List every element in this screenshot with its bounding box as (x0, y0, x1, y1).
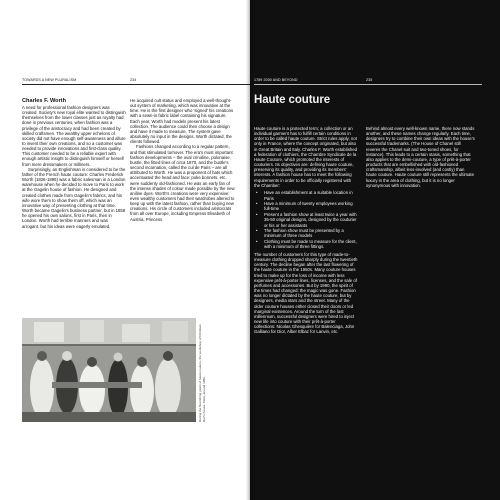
left-folio: 234 (130, 78, 137, 82)
left-col2-paragraph-1: He acquired cult status and employed a well-thought-out system of marketing, which was innovative at the time. He is the first designer who 'signed' his creations with a sewn-in fabric label containing his signature. Each year, Worth had models present his latest collection. The audience could then choose a design and have it made to measure. The system gave absolutely no input in the designs. Worth dictated, the clients followed. (130, 98, 234, 145)
right-page (250, 0, 500, 500)
right-header-rule (254, 84, 482, 85)
left-header-rule (22, 84, 250, 85)
photo-caption (199, 318, 209, 422)
list-item: • Present a fashion show at least twice a year with 35-50 original designs, designed by the couturier or his or her assistants (254, 212, 358, 227)
list-item: • The fashion show must be presented by a minimum of three models (254, 228, 358, 238)
book-gutter (246, 0, 254, 500)
left-column-1 (22, 98, 126, 229)
left-running-head: TOWARDS A NEW PLURALISM (22, 78, 77, 82)
left-col2-paragraph-2: Fashions changed according to a regular pattern, and that stimulated turnover. The era's most important fashion developments – the oval crinoline, polonaise, bustle, the fitted lines of circa 1870, and the bustle's second incarnation, called the cul de Paris – are all attributed to Worth. He was a proponent of hats which accentuated the head and face: poke bonnets, etc. were suddenly old-fashioned. He was an early fan of the intense shades of colour made possible by the new aniline dyes. Worth's creations were very expensive: even wealthy customers had their wardrobes altered to keep up with the latest fashion, rather than buying new creations. His circle of customers included aristocrats from all over Europe, including Empress Elisabeth of Austria, Princess (130, 144, 235, 222)
left-column-2 (130, 98, 236, 222)
right-col1-paragraph-2: The number of customers for this type of made-to-measure clothing dropped sharply during the twentieth century. The decline began after the last flowering of the haute couture in the 1950s. Many couture houses tried to make up for the loss of income with less expensive prêt-à-porter lines, licenses, and the sale of perfumes and accessories. But by 1990, the spirit of the times had changed: the magic was gone. Fashion was no longer dictated by the haute couture, but by designers, media stars and the street. Many of the older couture houses either closed their doors or led marginal existences. Around the turn of the last millennium, successful designers were hired to inject new life into couture with their prêt-à-porter collections: Nicolas Ghesquière for Balenciaga, John Galliano for Dior, Alber Elbaz for Lanvin, etc. (254, 251, 358, 335)
right-col1-paragraph-1: Haute couture is a protected term; a collection or an individual garment has to fulfill certain conditions in order to be called haute couture. Strict rules apply, not only in France, where the concept originated, but also in Great Britain and Italy. Charles F. Worth established a federation of clothiers, the Chambre Syndicale de la Haute Couture, which promoted the interests of couturiers. Its objectives are: defining haute couture, preserving its quality, and providing its members' interests. A fashion house has to meet the following requirements in order to be officially registered with the Chamber: (254, 126, 358, 188)
left-col1-paragraph-1: A need for professional fashion designers was created. Society's new royal elite wanted to distinguish themselves from the lower classes just as royalty had done in previous centuries, when fashion was a privilege of the aristocracy and had been created by skilled craftsmen. The wealthy upper echelons of society did not have enough self-awareness and allure to invent their own creations, and so a customer was needed to provide innovations and first-class quality. This customer needed to be a reliable expert with enough artistic insight to distinguish himself or herself from mere dressmakers or milliners. (22, 104, 126, 167)
right-column-1 (254, 126, 358, 334)
list-item: • Have a minimum of twenty employees working full-time (254, 201, 358, 211)
list-item: • Clothing must be made to measure for the client, with a minimum of three fittings. (254, 239, 358, 249)
right-column-2 (366, 126, 476, 188)
left-col1-paragraph-2: Surprisingly, an Englishman is considered to be the father of the French haute couture: Charles Frederick Worth (1826-1895) was a fabric salesman in a London warehouse when he decided to move to Paris to work at the Gagelin house of fashion. He designed and created clothes made from Gagelin's fabrics, and his wife wore them to show them off, which was an innovative way of presenting clothing at that time. Worth became Gagelin's business partner, but in 1858 he opened his own salons, first in Paris, then in London. Worth had terrible manners and was arrogant, but his ideas were eagerly emulated. (22, 166, 126, 229)
atelier-photo-drawing (22, 318, 196, 422)
right-col2-paragraph-1: Behind almost every well-known name, there now stands another, and these names change regularly. Each time, designers try to combine their own ideas with the house's successful trademarks. (The House of Chanel still reveres the Chanel suit and two-toned shoes, for instance). This leads to a certain stasis, something that also applies to the demi-couture, a type of prêt-à-porter products that are embellished with old-fashioned craftsmanship, albeit less-involved (and costly) than haute couture. Haute couture still represents the ultimate luxury in the area of clothing, but it is no longer synonymous with innovation. (366, 126, 475, 188)
requirements-list (254, 190, 358, 249)
right-folio: 235 (366, 78, 373, 82)
list-item: • Have an establishment at a suitable location in Paris (254, 190, 358, 200)
section-subhead: Charles F. Worth (22, 98, 67, 104)
photo-caption-text: During the flourishing years of haute couture, the workshop of Christian Dior's house. Paris, around 1950. (198, 324, 206, 422)
page-title: Haute couture (254, 94, 331, 106)
atelier-photo (22, 318, 196, 422)
right-running-head: 1789 2000 AND BEYOND (254, 78, 298, 82)
